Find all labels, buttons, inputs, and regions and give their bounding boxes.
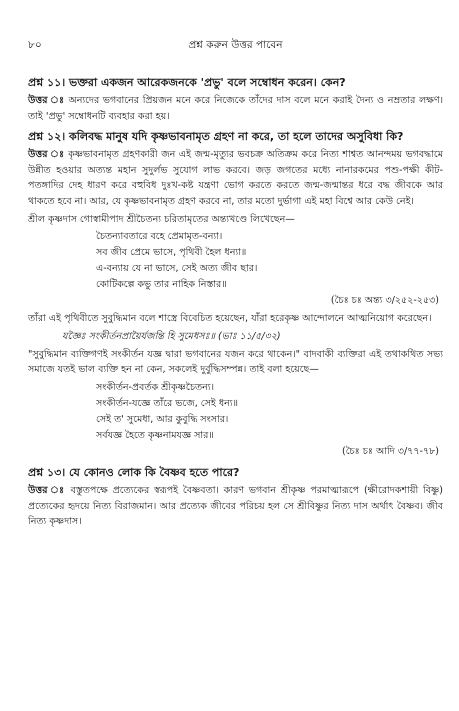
sanskrit-quote: [62, 329, 443, 345]
question-12: [28, 128, 443, 145]
quote-intro: শ্রীল কৃষ্ণদাস গোস্বামীপাদ শ্রীচৈতন্য চরিতামৃতের অন্ত্যখণ্ডে লিখেছেন—: [28, 213, 295, 225]
verse-line: সংকীর্তন-যজ্ঞে তাঁরে ভজে, সেই ধন্য॥: [96, 397, 238, 409]
sanskrit-text: যজ্ঞৈঃ সংকীর্তনপ্রায়ৈর্যজন্তি হি সুমেধসঃ॥: [62, 330, 215, 342]
answer-label: উত্তর ঃ: [28, 95, 65, 106]
answer-text: বস্তুতপক্ষে প্রত্যেকের স্বরূপই বৈষ্ণবতা। কারণ ভগবান শ্রীকৃষ্ণ পরমাত্মারূপে (ক্ষীরোদকশায়ী বিষ্ণু) প্রত্যেকের হৃদয়ে নিত্য বিরাজমান। আর প্রত্যেক জীবের পরিচয় হল সে শ্রীবিষ্ণুর নিত্য দাস অর্থাৎ বৈষ্ণব। জীব নিত্য কৃষ্ণদাস।: [28, 484, 443, 528]
answer-12: [28, 147, 443, 209]
answer-text: অন্যদের ভগবানের প্রিয়জন মনে করে নিজেকে তাঁদের দাস বলে মনে করাই দৈন্য ও নম্রতার লক্ষণ। তাই 'প্রভু' সম্বোধনটি ব্যবহার করা হয়।: [28, 95, 443, 122]
answer-11: [28, 93, 443, 124]
verse-line: সব জীব প্রেমে ভাসে, পৃথিবী হৈল ধন্যা॥: [96, 247, 247, 259]
verse-line: এ-বন্যায় যে না ভাসে, সেই অত্য জীব ছার।: [96, 263, 258, 275]
question-text: কলিবদ্ধ মানুষ যদি কৃষ্ণভাবনামৃত গ্রহণ না করে, তা হলে তাদের অসুবিধা কি?: [69, 130, 404, 144]
sanskrit-reference: (ভাঃ ১১/৫/৩২): [218, 330, 281, 342]
verse-line: চৈতন্যাবতারে বহে প্রেমামৃত-বন্যা।: [96, 231, 223, 243]
question-label: প্রশ্ন ১৩।: [28, 465, 66, 479]
verse-line: সর্বযজ্ঞ হৈতে কৃষ্ণনামযজ্ঞ সার॥: [96, 429, 214, 441]
question-13: [28, 464, 443, 481]
answer-label: উত্তর ঃ: [28, 149, 65, 161]
question-text: ভক্তরা একজন আরেকজনকে 'প্রভু' বলে সম্বোধন করেন। কেন?: [69, 76, 346, 89]
question-label: প্রশ্ন ১২।: [28, 130, 66, 144]
page-header: [28, 38, 443, 54]
question-label: প্রশ্ন ১১।: [28, 76, 66, 89]
answer-13: [28, 483, 443, 530]
paragraph: তাঁরা এই পৃথিবীতে সুবুদ্ধিমান বলে শাস্ত্রে বিবেচিত হয়েছেন, যাঁরা হরেকৃষ্ণ আন্দোলনে আত্মনিয়োগ করেছেন।: [28, 313, 432, 325]
paragraph: "সুবুদ্ধিমান ব্যক্তিগণই সংকীর্তন যজ্ঞ দ্বারা ভগবানের যজন করে থাকেন।" বাদবাকী ব্যক্তিরা এই তথাকথিত সভ্য সমাজে যতই ভাল ব্যক্তি হন না কেন, সকলেই দুর্বুদ্ধিসম্পন্ন। তাই বলা হয়েছে—: [28, 348, 443, 376]
verse-line: সেই ত' সুমেধা, আর কুবুদ্ধি সংসার।: [96, 413, 229, 425]
page-body: [28, 70, 443, 532]
question-11: [28, 74, 443, 91]
answer-text: কৃষ্ণভাবনামৃত গ্রহণকারী জন এই জন্ম-মৃত্যুর ভবচক্র অতিক্রম করে নিত্য শাশ্বত আনন্দময় ভগবদ্ধামে উন্নীত হওয়ার অত্যন্ত মহান সুদুর্লভ সুযোগ লাভ করবে। জড় জগতের মধ্যে নানারকমের পশু-পক্ষী কীট-পতঙ্গাদির দেহ ধারণ করে বহুবিধ দুঃখ-কষ্ট যন্ত্রণা ভোগ করতে করতে জন্ম-জন্মান্তর ধরে বদ্ধ জীবকে আর থাকতে হবে না। আর, যে কৃষ্ণভাবনামৃত গ্রহণ করবে না, তার মতো দুর্ভাগা এই মহা বিশ্বে আর কেউ নেই।: [28, 149, 443, 207]
verse-line: সংকীর্তন-প্রবর্তক শ্রীকৃষ্ণচৈতন্য।: [96, 381, 214, 393]
verse-reference: (চৈঃ চঃ আদি ৩/৭৭-৭৮): [342, 445, 439, 457]
running-title: প্রশ্ন করুন উত্তর পাবেন: [188, 39, 283, 51]
question-text: যে কোনও লোক কি বৈষ্ণব হতে পারে?: [69, 465, 240, 479]
answer-label: উত্তর ঃ: [28, 484, 66, 496]
verse-reference: (চৈঃ চঃ অন্ত্য ৩/২৫২-২৫৩): [330, 295, 439, 307]
page-number: ৮০: [28, 39, 42, 51]
verse-line: কোটিকল্পে কভু তার নাহিক নিস্তার॥: [96, 279, 227, 291]
